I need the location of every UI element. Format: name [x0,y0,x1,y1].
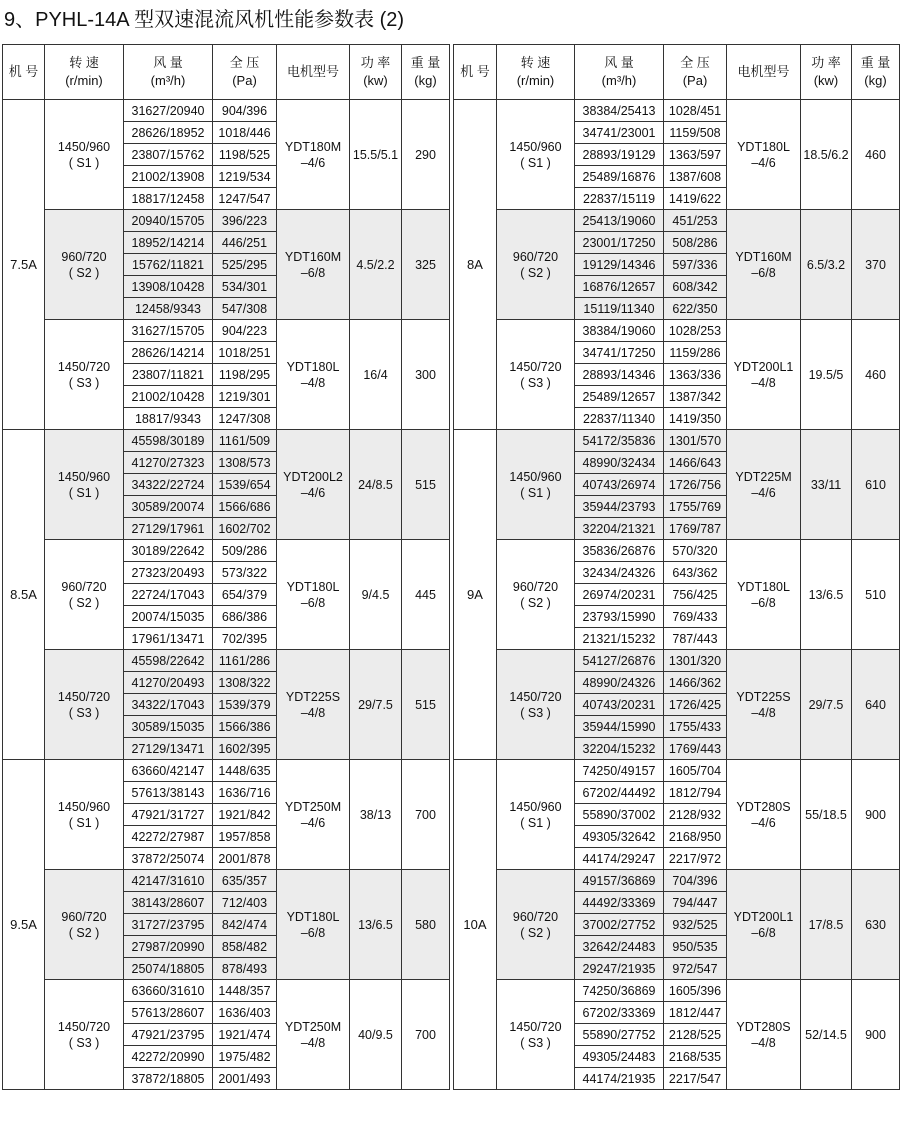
header-machine: 机 号 [3,45,45,100]
table-row [454,320,900,342]
pressure-cell: 1219/301 [213,386,277,408]
pressure-cell: 932/525 [664,914,727,936]
flow-cell: 54127/26876 [575,650,664,672]
power-cell: 55/18.5 [801,760,852,870]
pressure-cell: 1028/253 [664,320,727,342]
pressure-cell: 702/395 [213,628,277,650]
speed-cell: 1450/720 ( S3 ) [497,320,575,430]
flow-cell: 63660/31610 [124,980,213,1002]
header-power: 功 率 (kw) [350,45,402,100]
flow-cell: 48990/24326 [575,672,664,694]
motor-cell: YDT250M –4/6 [277,760,350,870]
pressure-cell: 858/482 [213,936,277,958]
flow-cell: 16876/12657 [575,276,664,298]
weight-cell: 510 [852,540,900,650]
pressure-cell: 534/301 [213,276,277,298]
flow-cell: 41270/27323 [124,452,213,474]
flow-cell: 49157/36869 [575,870,664,892]
flow-cell: 32434/24326 [575,562,664,584]
weight-cell: 630 [852,870,900,980]
flow-cell: 55890/27752 [575,1024,664,1046]
pressure-cell: 972/547 [664,958,727,980]
speed-cell: 1450/960 ( S1 ) [497,100,575,210]
pressure-cell: 509/286 [213,540,277,562]
weight-cell: 610 [852,430,900,540]
header-flow: 风 量 (m³/h) [124,45,213,100]
flow-cell: 47921/23795 [124,1024,213,1046]
flow-cell: 23807/15762 [124,144,213,166]
spec-table-right [453,44,900,1090]
pressure-cell: 1466/643 [664,452,727,474]
flow-cell: 25489/16876 [575,166,664,188]
pressure-cell: 704/396 [664,870,727,892]
pressure-cell: 1921/842 [213,804,277,826]
flow-cell: 27987/20990 [124,936,213,958]
pressure-cell: 769/433 [664,606,727,628]
speed-cell: 960/720 ( S2 ) [45,870,124,980]
table-row [3,980,450,1002]
flow-cell: 28626/18952 [124,122,213,144]
table-row [454,430,900,452]
machine-number: 9.5A [3,760,45,1090]
header-machine: 机 号 [454,45,497,100]
pressure-cell: 597/336 [664,254,727,276]
weight-cell: 900 [852,760,900,870]
flow-cell: 12458/9343 [124,298,213,320]
pressure-cell: 1219/534 [213,166,277,188]
pressure-cell: 904/223 [213,320,277,342]
flow-cell: 35944/23793 [575,496,664,518]
power-cell: 9/4.5 [350,540,402,650]
flow-cell: 25413/19060 [575,210,664,232]
motor-cell: YDT280S –4/6 [727,760,801,870]
table-row [454,760,900,782]
power-cell: 4.5/2.2 [350,210,402,320]
flow-cell: 20074/15035 [124,606,213,628]
flow-cell: 26974/20231 [575,584,664,606]
pressure-cell: 622/350 [664,298,727,320]
pressure-cell: 2128/932 [664,804,727,826]
motor-cell: YDT280S –4/8 [727,980,801,1090]
flow-cell: 45598/30189 [124,430,213,452]
weight-cell: 300 [402,320,450,430]
flow-cell: 25074/18805 [124,958,213,980]
pressure-cell: 686/386 [213,606,277,628]
power-cell: 18.5/6.2 [801,100,852,210]
pressure-cell: 570/320 [664,540,727,562]
pressure-cell: 787/443 [664,628,727,650]
flow-cell: 18952/14214 [124,232,213,254]
flow-cell: 35944/15990 [575,716,664,738]
spec-table-left [2,44,450,1090]
flow-cell: 15119/11340 [575,298,664,320]
flow-cell: 44174/21935 [575,1068,664,1090]
weight-cell: 700 [402,760,450,870]
pressure-cell: 756/425 [664,584,727,606]
pressure-cell: 525/295 [213,254,277,276]
flow-cell: 44492/33369 [575,892,664,914]
speed-cell: 960/720 ( S2 ) [45,540,124,650]
pressure-cell: 1726/425 [664,694,727,716]
header-speed: 转 速 (r/min) [497,45,575,100]
flow-cell: 45598/22642 [124,650,213,672]
flow-cell: 67202/44492 [575,782,664,804]
pressure-cell: 1539/379 [213,694,277,716]
flow-cell: 37872/18805 [124,1068,213,1090]
flow-cell: 40743/26974 [575,474,664,496]
pressure-cell: 1419/622 [664,188,727,210]
flow-cell: 54172/35836 [575,430,664,452]
pressure-cell: 1755/769 [664,496,727,518]
speed-cell: 1450/960 ( S1 ) [45,760,124,870]
spec-tables [2,44,898,1094]
flow-cell: 47921/31727 [124,804,213,826]
pressure-cell: 1308/322 [213,672,277,694]
flow-cell: 37872/25074 [124,848,213,870]
weight-cell: 460 [852,320,900,430]
flow-cell: 32642/24483 [575,936,664,958]
motor-cell: YDT200L2 –4/6 [277,430,350,540]
pressure-cell: 2168/950 [664,826,727,848]
motor-cell: YDT225S –4/8 [277,650,350,760]
speed-cell: 1450/960 ( S1 ) [45,100,124,210]
table-row [3,760,450,782]
flow-cell: 32204/21321 [575,518,664,540]
flow-cell: 15762/11821 [124,254,213,276]
motor-cell: YDT180L –6/8 [277,870,350,980]
motor-cell: YDT180L –4/8 [277,320,350,430]
flow-cell: 74250/36869 [575,980,664,1002]
flow-cell: 55890/37002 [575,804,664,826]
flow-cell: 34322/17043 [124,694,213,716]
pressure-cell: 1769/443 [664,738,727,760]
flow-cell: 42147/31610 [124,870,213,892]
pressure-cell: 1769/787 [664,518,727,540]
flow-cell: 27129/13471 [124,738,213,760]
speed-cell: 1450/960 ( S1 ) [45,430,124,540]
pressure-cell: 1602/395 [213,738,277,760]
flow-cell: 31627/15705 [124,320,213,342]
flow-cell: 49305/24483 [575,1046,664,1068]
power-cell: 6.5/3.2 [801,210,852,320]
pressure-cell: 2168/535 [664,1046,727,1068]
speed-cell: 1450/720 ( S3 ) [45,980,124,1090]
pressure-cell: 1636/403 [213,1002,277,1024]
flow-cell: 20940/15705 [124,210,213,232]
power-cell: 52/14.5 [801,980,852,1090]
motor-cell: YDT180L –6/8 [727,540,801,650]
pressure-cell: 1028/451 [664,100,727,122]
speed-cell: 1450/960 ( S1 ) [497,760,575,870]
power-cell: 16/4 [350,320,402,430]
header-row [454,45,900,100]
pressure-cell: 1566/386 [213,716,277,738]
power-cell: 33/11 [801,430,852,540]
motor-cell: YDT225M –4/6 [727,430,801,540]
flow-cell: 29247/21935 [575,958,664,980]
flow-cell: 21002/13908 [124,166,213,188]
flow-cell: 17961/13471 [124,628,213,650]
table-body [3,100,450,1090]
flow-cell: 48990/32434 [575,452,664,474]
weight-cell: 460 [852,100,900,210]
pressure-cell: 1755/433 [664,716,727,738]
weight-cell: 290 [402,100,450,210]
pressure-cell: 1308/573 [213,452,277,474]
flow-cell: 38384/25413 [575,100,664,122]
header-weight: 重 量 (kg) [852,45,900,100]
weight-cell: 515 [402,650,450,760]
power-cell: 29/7.5 [801,650,852,760]
table-row [454,650,900,672]
table-row [3,430,450,452]
flow-cell: 34741/17250 [575,342,664,364]
pressure-cell: 712/403 [213,892,277,914]
machine-number: 9A [454,430,497,760]
power-cell: 38/13 [350,760,402,870]
header-motor: 电机型号 [727,45,801,100]
table-row [3,650,450,672]
pressure-cell: 2217/547 [664,1068,727,1090]
table-row [454,210,900,232]
motor-cell: YDT180L –4/6 [727,100,801,210]
pressure-cell: 1605/396 [664,980,727,1002]
pressure-cell: 1161/509 [213,430,277,452]
table-row [3,870,450,892]
pressure-cell: 2217/972 [664,848,727,870]
flow-cell: 28626/14214 [124,342,213,364]
pressure-cell: 1605/704 [664,760,727,782]
machine-number: 10A [454,760,497,1090]
pressure-cell: 1247/547 [213,188,277,210]
table-row [3,540,450,562]
pressure-cell: 2001/493 [213,1068,277,1090]
flow-cell: 40743/20231 [575,694,664,716]
motor-cell: YDT160M –6/8 [727,210,801,320]
flow-cell: 21321/15232 [575,628,664,650]
pressure-cell: 1387/342 [664,386,727,408]
weight-cell: 900 [852,980,900,1090]
flow-cell: 67202/33369 [575,1002,664,1024]
pressure-cell: 950/535 [664,936,727,958]
flow-cell: 18817/9343 [124,408,213,430]
pressure-cell: 1301/320 [664,650,727,672]
pressure-cell: 1198/295 [213,364,277,386]
pressure-cell: 1363/597 [664,144,727,166]
pressure-cell: 1159/508 [664,122,727,144]
motor-cell: YDT180M –4/6 [277,100,350,210]
pressure-cell: 1159/286 [664,342,727,364]
header-motor: 电机型号 [277,45,350,100]
flow-cell: 23807/11821 [124,364,213,386]
flow-cell: 23001/17250 [575,232,664,254]
pressure-cell: 842/474 [213,914,277,936]
pressure-cell: 1921/474 [213,1024,277,1046]
pressure-cell: 1363/336 [664,364,727,386]
pressure-cell: 1419/350 [664,408,727,430]
flow-cell: 37002/27752 [575,914,664,936]
pressure-cell: 2001/878 [213,848,277,870]
pressure-cell: 1539/654 [213,474,277,496]
motor-cell: YDT180L –6/8 [277,540,350,650]
flow-cell: 57613/28607 [124,1002,213,1024]
pressure-cell: 1161/286 [213,650,277,672]
flow-cell: 34322/22724 [124,474,213,496]
pressure-cell: 547/308 [213,298,277,320]
flow-cell: 30589/20074 [124,496,213,518]
flow-cell: 21002/10428 [124,386,213,408]
pressure-cell: 1448/635 [213,760,277,782]
flow-cell: 23793/15990 [575,606,664,628]
speed-cell: 960/720 ( S2 ) [497,210,575,320]
flow-cell: 28893/14346 [575,364,664,386]
pressure-cell: 396/223 [213,210,277,232]
speed-cell: 1450/720 ( S3 ) [45,650,124,760]
machine-number: 8A [454,100,497,430]
flow-cell: 19129/14346 [575,254,664,276]
pressure-cell: 1466/362 [664,672,727,694]
flow-cell: 34741/23001 [575,122,664,144]
flow-cell: 38143/28607 [124,892,213,914]
weight-cell: 580 [402,870,450,980]
flow-cell: 42272/27987 [124,826,213,848]
flow-cell: 63660/42147 [124,760,213,782]
pressure-cell: 1301/570 [664,430,727,452]
header-weight: 重 量 (kg) [402,45,450,100]
flow-cell: 32204/15232 [575,738,664,760]
pressure-cell: 1448/357 [213,980,277,1002]
flow-cell: 31727/23795 [124,914,213,936]
flow-cell: 41270/20493 [124,672,213,694]
table-row [454,100,900,122]
power-cell: 13/6.5 [350,870,402,980]
page-title: 9、PYHL-14A 型双速混流风机性能参数表 (2) [4,9,405,31]
pressure-cell: 635/357 [213,870,277,892]
header-row [3,45,450,100]
flow-cell: 74250/49157 [575,760,664,782]
flow-cell: 35836/26876 [575,540,664,562]
pressure-cell: 1726/756 [664,474,727,496]
table-row [454,540,900,562]
header-pressure: 全 压 (Pa) [664,45,727,100]
pressure-cell: 1975/482 [213,1046,277,1068]
speed-cell: 1450/720 ( S3 ) [497,980,575,1090]
power-cell: 29/7.5 [350,650,402,760]
machine-number: 8.5A [3,430,45,760]
weight-cell: 325 [402,210,450,320]
flow-cell: 28893/19129 [575,144,664,166]
pressure-cell: 1812/794 [664,782,727,804]
motor-cell: YDT200L1 –6/8 [727,870,801,980]
pressure-cell: 1018/446 [213,122,277,144]
table-body [454,100,900,1090]
pressure-cell: 1812/447 [664,1002,727,1024]
motor-cell: YDT225S –4/8 [727,650,801,760]
flow-cell: 22837/15119 [575,188,664,210]
pressure-cell: 654/379 [213,584,277,606]
pressure-cell: 1247/308 [213,408,277,430]
power-cell: 24/8.5 [350,430,402,540]
power-cell: 19.5/5 [801,320,852,430]
pressure-cell: 1566/686 [213,496,277,518]
flow-cell: 38384/19060 [575,320,664,342]
pressure-cell: 1198/525 [213,144,277,166]
pressure-cell: 1602/702 [213,518,277,540]
header-power: 功 率 (kw) [801,45,852,100]
power-cell: 40/9.5 [350,980,402,1090]
pressure-cell: 643/362 [664,562,727,584]
weight-cell: 640 [852,650,900,760]
pressure-cell: 1636/716 [213,782,277,804]
flow-cell: 22724/17043 [124,584,213,606]
flow-cell: 18817/12458 [124,188,213,210]
speed-cell: 1450/720 ( S3 ) [45,320,124,430]
weight-cell: 515 [402,430,450,540]
pressure-cell: 608/342 [664,276,727,298]
speed-cell: 960/720 ( S2 ) [497,540,575,650]
pressure-cell: 508/286 [664,232,727,254]
pressure-cell: 451/253 [664,210,727,232]
motor-cell: YDT200L1 –4/8 [727,320,801,430]
flow-cell: 42272/20990 [124,1046,213,1068]
header-speed: 转 速 (r/min) [45,45,124,100]
pressure-cell: 794/447 [664,892,727,914]
pressure-cell: 446/251 [213,232,277,254]
header-flow: 风 量 (m³/h) [575,45,664,100]
flow-cell: 22837/11340 [575,408,664,430]
table-row [3,210,450,232]
weight-cell: 700 [402,980,450,1090]
power-cell: 13/6.5 [801,540,852,650]
pressure-cell: 573/322 [213,562,277,584]
flow-cell: 25489/12657 [575,386,664,408]
machine-number: 7.5A [3,100,45,430]
speed-cell: 1450/720 ( S3 ) [497,650,575,760]
flow-cell: 30189/22642 [124,540,213,562]
flow-cell: 13908/10428 [124,276,213,298]
flow-cell: 44174/29247 [575,848,664,870]
power-cell: 15.5/5.1 [350,100,402,210]
table-row [454,870,900,892]
motor-cell: YDT160M –6/8 [277,210,350,320]
power-cell: 17/8.5 [801,870,852,980]
table-row [454,980,900,1002]
table-row [3,320,450,342]
motor-cell: YDT250M –4/8 [277,980,350,1090]
pressure-cell: 1957/858 [213,826,277,848]
speed-cell: 1450/960 ( S1 ) [497,430,575,540]
flow-cell: 27129/17961 [124,518,213,540]
pressure-cell: 1018/251 [213,342,277,364]
flow-cell: 49305/32642 [575,826,664,848]
speed-cell: 960/720 ( S2 ) [497,870,575,980]
pressure-cell: 878/493 [213,958,277,980]
header-pressure: 全 压 (Pa) [213,45,277,100]
weight-cell: 370 [852,210,900,320]
table-row [3,100,450,122]
flow-cell: 30589/15035 [124,716,213,738]
flow-cell: 31627/20940 [124,100,213,122]
pressure-cell: 904/396 [213,100,277,122]
pressure-cell: 1387/608 [664,166,727,188]
flow-cell: 57613/38143 [124,782,213,804]
flow-cell: 27323/20493 [124,562,213,584]
pressure-cell: 2128/525 [664,1024,727,1046]
speed-cell: 960/720 ( S2 ) [45,210,124,320]
weight-cell: 445 [402,540,450,650]
